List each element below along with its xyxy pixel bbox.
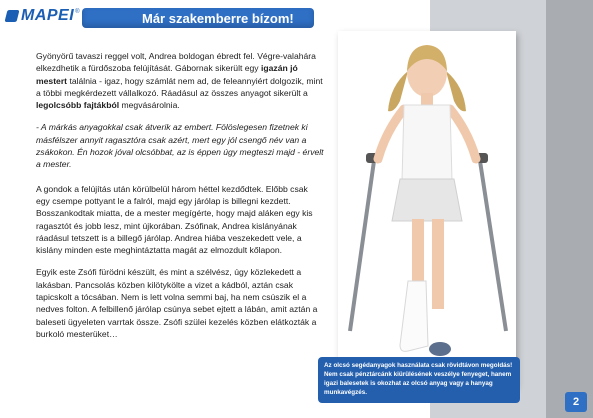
- logo-mark-icon: [5, 10, 20, 22]
- article-paragraph-4: Egyik este Zsófi fürödni készült, és mint a szélvész, úgy közlekedett a lakásban. Pancsolás közben kilötykölte a vizet a kádból, aztán csak tapicskolt a tócsában. Nem is lett volna semmi baj, ha nem csúszik el a nedves folton. A felbillenő járólap csúnya sebet ejtett a lábán, amit aztán a baleseti ügyeleten varrtak össze. Zsófi szülei kezelés közben elátkozták a burkoló mesterüket…: [36, 267, 318, 339]
- article-body: [36, 50, 324, 350]
- text-run: Gyönyörű tavaszi reggel volt, Andrea boldogan ébredt fel. Végre-valahára elkezdhetik a fürdőszoba felújítását. Gábornak sikerült egy: [36, 51, 316, 74]
- article-paragraph-1: [36, 50, 324, 111]
- text-run: találnia - igaz, hogy számlát nem ad, de feleannyiért dolgozik, mint a többi megkérdezett vállalkozó. Ráadásul az összes anyagot sikerült a: [36, 75, 323, 98]
- page-number-text: 2: [572, 396, 580, 408]
- page-title: [82, 8, 314, 28]
- logo-text: MAPEI: [21, 7, 75, 24]
- side-panel-edge: [546, 0, 593, 418]
- bold-phrase: igazán jó mestert: [36, 63, 298, 86]
- photo-caption: [318, 357, 520, 403]
- registered-mark-icon: ®: [75, 9, 80, 15]
- text-run: megvásárolnia.: [119, 100, 180, 111]
- bold-phrase: legolcsóbb fajtákból: [36, 100, 120, 111]
- article-paragraph-quote: - A márkás anyagokkal csak átverik az embert. Fölöslegesen fizetnek ki másfélszer annyit ragasztóra csak azért, mert egy jól csengő név van a zsákokon. Én hozok jóval olcsóbbat, az is éppen úgy megteszi majd - érvelt a mester.: [36, 122, 324, 170]
- article-paragraph-3: A gondok a felújítás után körülbelül három héttel kezdődtek. Előbb csak egy csempe pottyant le a falról, majd egy járólap is billegni kezdett. Bosszankodtak miatta, de a mester megígérte, hogy majd aláken egy kis ragasztót és jobb lesz, mint újkorában. Zsófinak, Andrea kislányának ráadásul tetszett is a billegő járólap. Andrea hiába veszekedett vele, a kislány minden este meghintáztatta magát az elmozdult kőlapon.: [36, 183, 313, 256]
- photo-illustration: [338, 31, 516, 386]
- page-number: [565, 392, 587, 412]
- girl-on-crutches-photo: [338, 31, 516, 386]
- photo-caption-text: Az olcsó segédanyagok használata csak rövidtávon megoldás! Nem csak pénztárcánk kiürülésének veszélye fenyeget, hanem igazi balesetek is okozhat az olcsó anyag vagy a hanyag munkavégzés.: [324, 362, 513, 396]
- page-title-text: Már szakemberre bízom!: [142, 10, 294, 26]
- brand-logo: [6, 6, 80, 26]
